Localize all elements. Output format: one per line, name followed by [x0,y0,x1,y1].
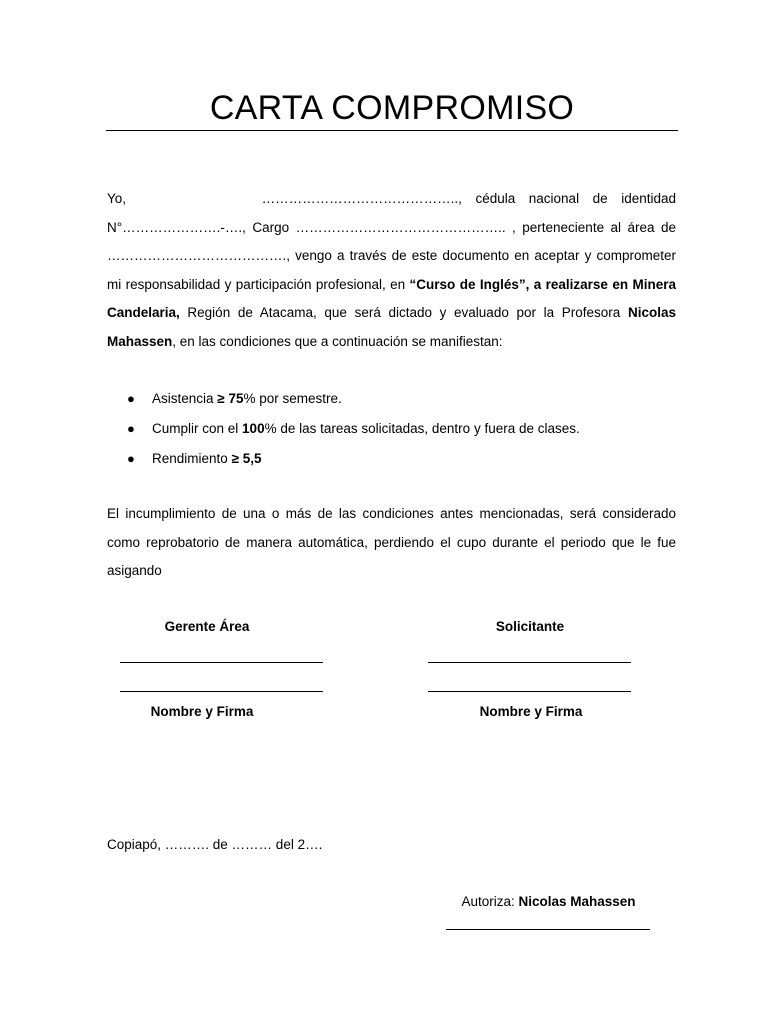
bullet-icon: ● [127,451,135,466]
name-blank: …………………………………….., [261,191,462,206]
conditions-list [127,384,580,474]
commitment-paragraph [107,185,676,356]
right-signature-title: Solicitante [495,619,565,634]
left-signature-footer: Nombre y Firma [150,704,254,719]
place-date-line: Copiapó, ………. de ……… del 2…. [107,837,323,852]
cargo-text: Cargo ……………………………………….. , perteneciente al área de …………………………………., vengo a través de este documento en aceptar y comprometer mi responsabilidad y participación profesional, en [107,219,676,292]
cedula-text: cédula nacional de identidad N°………………….-…., [107,191,676,235]
left-signature-line-1 [120,662,323,663]
closing-text: , en las condiciones que a continuación se manifiestan: [172,333,503,349]
authorization [446,892,651,912]
list-item: ● Cumplir con el 100 % de las tareas solicitadas, dentro y fuera de clases. [127,414,580,444]
authorize-name: Nicolas Mahassen [518,894,636,909]
course-name: “Curso de Inglés”, a realizarse en Minera Candelaria, [107,276,676,320]
right-signature-line-2 [428,691,631,692]
yo-text: Yo, [107,191,127,206]
right-signature-footer: Nombre y Firma [479,704,583,719]
right-signature-line-1 [428,662,631,663]
noncompliance-paragraph: El incumplimiento de una o más de las condiciones antes mencionadas, será considerado como reprobatorio de manera automática, perdiendo el cupo durante el periodo que le fue asigando [107,506,676,578]
list-item: ● Rendimiento ≥ 5,5 [127,444,580,474]
title-underline [106,130,678,131]
professor-name: Nicolas Mahassen [107,305,676,349]
list-item: ● Asistencia ≥ 75 % por semestre. [127,384,580,414]
left-signature-title: Gerente Área [164,619,250,634]
region-text: Región de Atacama, que será dictado y evaluado por la Profesora [187,305,621,320]
document-title: CARTA COMPROMISO [209,89,575,127]
authorize-label: Autoriza: [461,894,515,909]
bullet-icon: ● [127,421,135,436]
authorize-signature-line [446,929,650,930]
left-signature-line-2 [120,691,323,692]
bullet-icon: ● [127,391,135,406]
